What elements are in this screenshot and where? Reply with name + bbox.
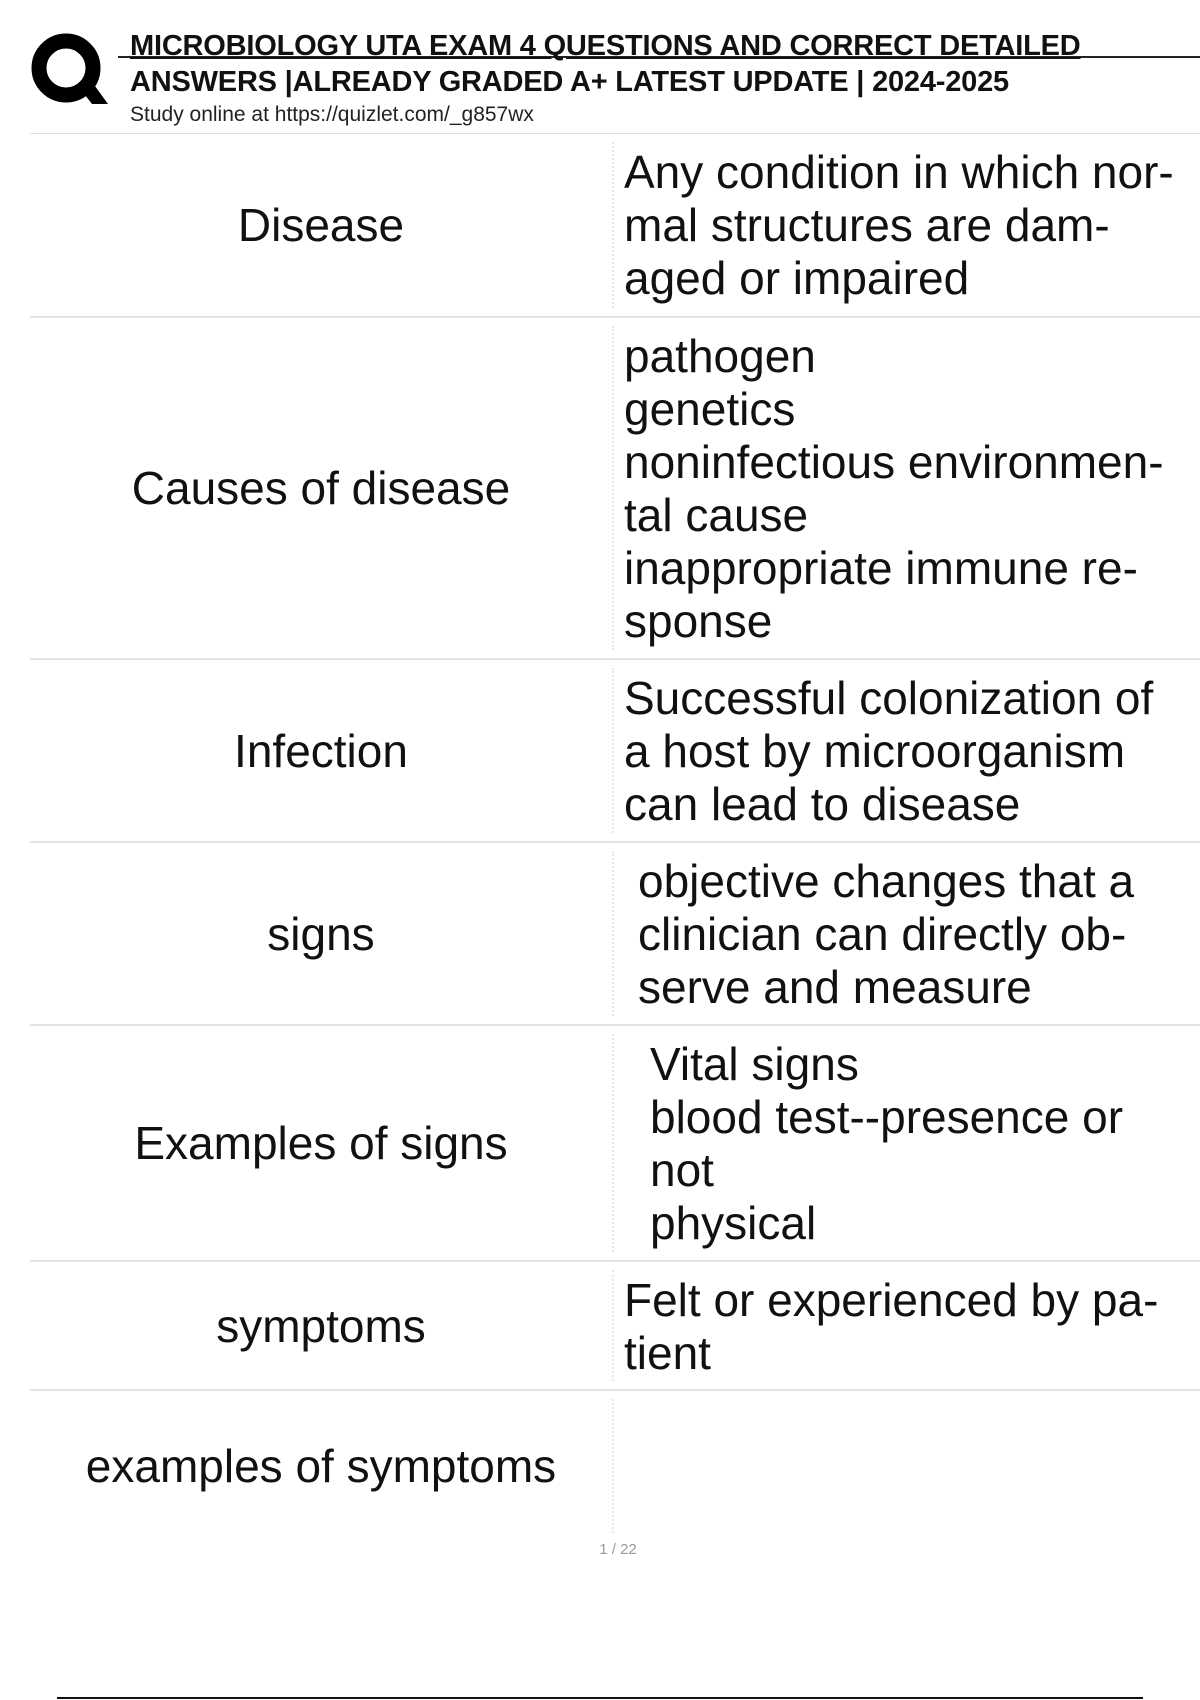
flashcard-term: symptoms [216,1299,426,1352]
document-title-line1: MICROBIOLOGY UTA EXAM 4 QUESTIONS AND CORRECT DETAILED [130,30,1081,62]
flashcard-term: Infection [234,724,408,777]
flashcard-term: signs [267,907,375,960]
flashcard-definition: Vital signs blood test--presence or not physical [650,1038,1124,1249]
flashcard-term: Examples of signs [134,1117,508,1169]
flashcard-row [30,318,1200,660]
flashcard-row [30,843,1200,1026]
flashcard-list [30,134,1200,1541]
flashcard-row [30,1262,1200,1391]
flashcard-definition: Felt or experienced by pa- tient [624,1274,1159,1379]
flashcard-row [30,1391,1200,1541]
footer-rule [57,1697,1143,1699]
flashcard-row [30,134,1200,318]
document-title-line2: ANSWERS |ALREADY GRADED A+ LATEST UPDATE | 2024-2025 [130,66,1009,98]
quizlet-logo-icon [30,30,110,114]
flashcard-definition: objective changes that a clinician can directly ob- serve and measure [638,855,1135,1013]
flashcard-term: Causes of disease [131,462,511,514]
flashcard-term: Disease [237,199,405,251]
flashcard-term: examples of symptoms [85,1440,557,1492]
flashcard-row [30,660,1200,843]
study-online-link[interactable]: Study online at https://quizlet.com/_g857wx [130,103,534,126]
page-number: 1 / 22 [599,1541,637,1558]
flashcard-row [30,1026,1200,1262]
flashcard-definition [614,1391,1200,1541]
document-header [0,0,1200,134]
flashcard-definition: Successful colonization of a host by microorganism can lead to disease [624,672,1154,830]
flashcard-definition: Any condition in which nor- mal structures are dam- aged or impaired [624,146,1174,304]
flashcard-definition: pathogen genetics noninfectious environmen- tal cause inappropriate immune re- sponse [624,330,1164,647]
